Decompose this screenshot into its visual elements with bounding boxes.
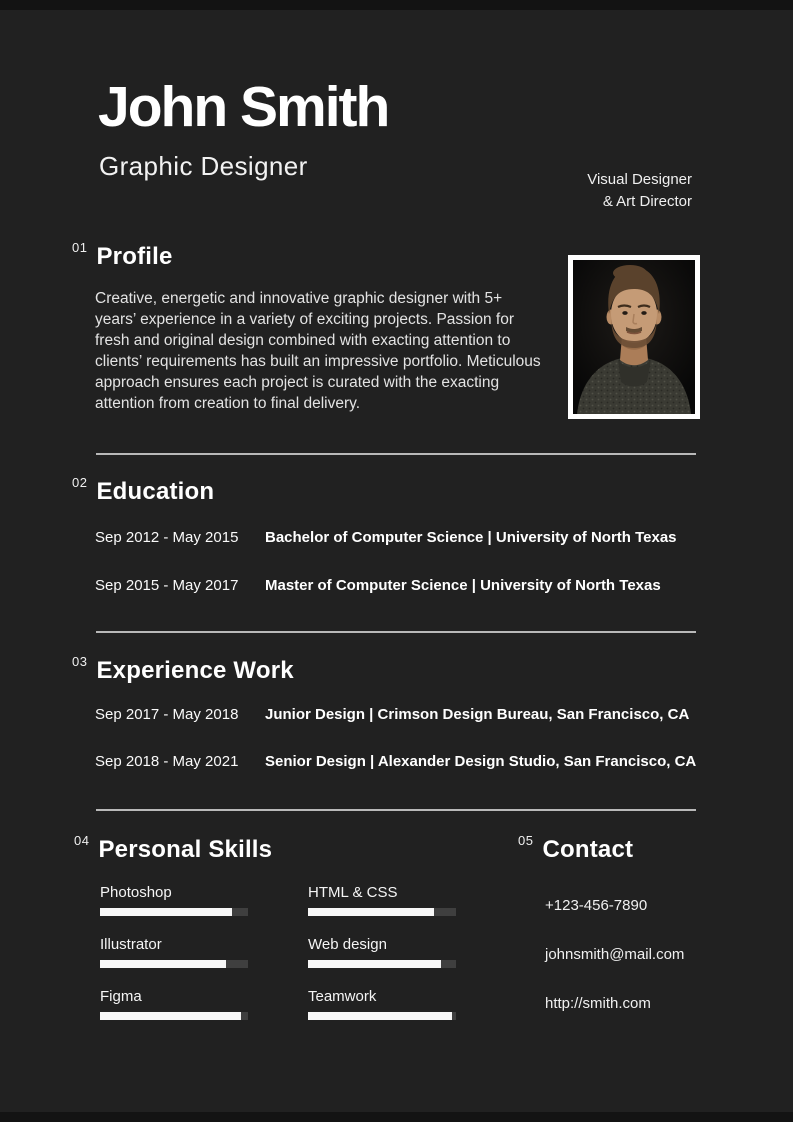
contact-phone: +123-456-7890 xyxy=(545,897,648,914)
contact-section-number: 05 xyxy=(518,833,534,848)
education-section-number: 02 xyxy=(72,475,88,490)
experience-section-title: Experience Work xyxy=(96,657,294,684)
tagline-line-1: Visual Designer xyxy=(587,171,692,188)
skill-label: Photoshop xyxy=(100,884,172,901)
experience-entry-dates: Sep 2017 - May 2018 xyxy=(95,706,239,723)
education-entry xyxy=(95,577,661,594)
skill-label: Teamwork xyxy=(308,988,377,1005)
skill-bar-track xyxy=(308,908,456,916)
skill-label: Web design xyxy=(308,936,387,953)
experience-entry-detail: Senior Design | Alexander Design Studio, San Francisco, CA xyxy=(265,753,697,770)
bottom-edge-bar xyxy=(0,1112,793,1122)
skill-bar-track xyxy=(308,960,456,968)
divider-after-profile xyxy=(96,453,696,455)
skills-section-heading xyxy=(74,833,273,864)
person-job-title: Graphic Designer xyxy=(99,151,308,181)
skill-item xyxy=(308,988,456,1020)
experience-section-number: 03 xyxy=(72,654,88,669)
education-entry-detail: Master of Computer Science | University of North Texas xyxy=(265,577,661,594)
skill-label: HTML & CSS xyxy=(308,884,398,901)
education-entry-dates: Sep 2015 - May 2017 xyxy=(95,577,239,594)
person-name: John Smith xyxy=(98,75,389,139)
divider-after-experience xyxy=(96,809,696,811)
experience-section-heading xyxy=(72,654,294,685)
skill-bar-track xyxy=(100,960,248,968)
skills-section-title: Personal Skills xyxy=(98,836,273,863)
skill-label: Illustrator xyxy=(100,936,162,953)
education-entry-detail: Bachelor of Computer Science | University of North Texas xyxy=(265,529,677,546)
skill-item xyxy=(100,884,248,916)
skill-item xyxy=(308,936,456,968)
profile-section-number: 01 xyxy=(72,240,88,255)
skill-bar-track xyxy=(100,908,248,916)
profile-section-heading xyxy=(72,240,173,271)
experience-entry xyxy=(95,753,696,770)
skill-bar-track xyxy=(100,1012,248,1020)
skill-bar-fill xyxy=(308,1012,452,1020)
skills-column-1 xyxy=(100,884,248,1040)
tagline xyxy=(587,169,692,213)
skill-bar-track xyxy=(308,1012,456,1020)
contact-list xyxy=(545,897,684,1044)
top-edge-bar xyxy=(0,0,793,10)
contact-section-title: Contact xyxy=(542,836,634,863)
skill-item xyxy=(100,988,248,1020)
education-entry xyxy=(95,529,677,546)
skill-bar-fill xyxy=(100,1012,241,1020)
experience-entry xyxy=(95,706,689,723)
education-section-title: Education xyxy=(96,478,215,505)
skill-item xyxy=(308,884,456,916)
education-entry-dates: Sep 2012 - May 2015 xyxy=(95,529,239,546)
profile-section-title: Profile xyxy=(96,243,173,270)
skill-bar-fill xyxy=(100,908,232,916)
education-section-heading xyxy=(72,475,215,506)
portrait-illustration xyxy=(573,260,695,414)
skill-label: Figma xyxy=(100,988,142,1005)
divider-after-education xyxy=(96,631,696,633)
contact-section-heading xyxy=(518,833,634,864)
skill-bar-fill xyxy=(100,960,226,968)
profile-photo xyxy=(568,255,700,419)
contact-email: johnsmith@mail.com xyxy=(545,946,685,963)
contact-website: http://smith.com xyxy=(545,995,651,1012)
skills-column-2 xyxy=(308,884,456,1040)
skills-section-number: 04 xyxy=(74,833,90,848)
tagline-line-2: & Art Director xyxy=(602,193,692,210)
experience-entry-dates: Sep 2018 - May 2021 xyxy=(95,753,239,770)
skill-bar-fill xyxy=(308,908,434,916)
skill-bar-fill xyxy=(308,960,441,968)
experience-entry-detail: Junior Design | Crimson Design Bureau, San Francisco, CA xyxy=(265,706,690,723)
skill-item xyxy=(100,936,248,968)
profile-summary-text: Creative, energetic and innovative graphic designer with 5+ years’ experience in a variety of exciting projects. Passion for fresh and original design combined with exacting attention to clients’ requirements has built an impressive portfolio. Meticulous approach ensures each project is curated with the exacting attention from creation to final delivery. xyxy=(95,290,541,412)
